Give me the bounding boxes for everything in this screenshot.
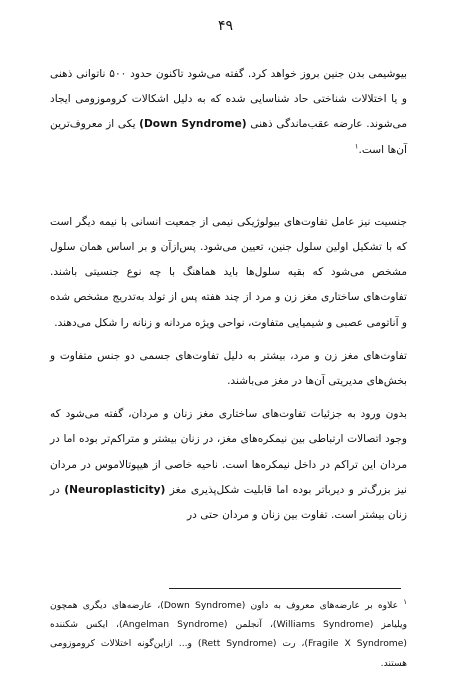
footnote-term-williams: (Williams Syndrome) — [272, 619, 374, 631]
paragraph-4-outro: در زنان بیشتر است. تفاوت بین زنان و مردان حتی در — [50, 483, 407, 522]
paragraph-1 — [50, 62, 407, 163]
footnote-term-down: (Down Syndrome) — [160, 600, 246, 611]
footnotes — [50, 596, 407, 673]
paragraph-2: جنسیت نیز عامل تفاوت‌های بیولوژیکی نیمی از جمعیت انسانی با نیمه دیگر است که با تشکیل اولین سلول جنین، تعیین می‌شود. پس‌ازآن و بر اساس همان سلول مشخص می‌شود که بقیه سلول‌ها باید هماهنگ با چه نوع جنسیتی باشند. تفاوت‌های ساختاری مغز زن و مرد از چند هفته پس از تولد به‌تدریج مشخص شده و آناتومی عصبی و شیمیایی متفاوت، نواحی ویژه مردانه و زنانه را شکل می‌دهند. — [50, 215, 407, 329]
footnote-reference[interactable]: ۱ — [354, 142, 359, 151]
footnote-mid-4: ، رت — [282, 638, 305, 650]
footnote-1 — [50, 596, 407, 673]
footnote-term-fragile-x: (Fragile X Syndrome) — [304, 638, 407, 650]
page-number: ۴۹ — [217, 18, 234, 34]
footnote-mid-3: ، ایکس شکننده — [50, 619, 119, 631]
paragraph-1-outro: یکی از معروف‌ترین آن‌ها است. — [50, 118, 407, 156]
footnote-tail: و... ازاین‌گونه اختلالات کروموزومی هستند. — [50, 638, 407, 669]
footnote-divider — [169, 588, 401, 589]
footnote-term-angelman: (Angelman Syndrome) — [118, 619, 228, 631]
paragraph-4-text: بدون ورود به جزئیات تفاوت‌های ساختاری مغز زنان و مردان، گفته می‌شود که وجود اتصالات ارتباطی بین نیمکره‌های مغز، در زنان بیشتر و متراکم‌تر بوده اما در مردان این تراکم در داخل نیمکره‌ها است. ناحیه خاصی از هیپوتالاموس در مردان نیز بزرگ‌تر و دیرباتر بوده اما قابلیت شکل‌پذیری مغز — [50, 408, 407, 496]
footnote-marker: ۱ — [403, 597, 407, 606]
footnote-mid-2: ، آنجلمن — [235, 619, 273, 631]
neuroplasticity-term: (Neuroplasticity) — [64, 483, 166, 496]
paragraph-3: تفاوت‌های مغز زن و مرد، بیشتر به دلیل تفاوت‌های جسمی دو جنس متفاوت و بخش‌های مدیریتی آن‌ها در مغز می‌باشند. — [50, 349, 407, 388]
footnote-lead: علاوه بر عارضه‌های معروف به داون — [250, 600, 399, 611]
body-text — [50, 62, 407, 528]
footnote-term-rett: (Rett Syndrome) — [197, 638, 277, 650]
paragraph-4 — [50, 402, 407, 528]
footnote-mid-1: ، عارضه‌های دیگری همچون ویلیامز — [50, 600, 408, 631]
paragraph-1-intro: بیوشیمی بدن جنین بروز خواهد کرد. گفته می‌شود تاکنون حدود ۵۰۰ ناتوانی ذهنی و یا اختلالات شناختی حاد شناسایی شده که به دلیل اشکالات کروموزومی ایجاد می‌شوند. عارضه عقب‌ماندگی ذهنی — [50, 68, 407, 131]
down-syndrome-term: (Down Syndrome) — [139, 118, 247, 131]
